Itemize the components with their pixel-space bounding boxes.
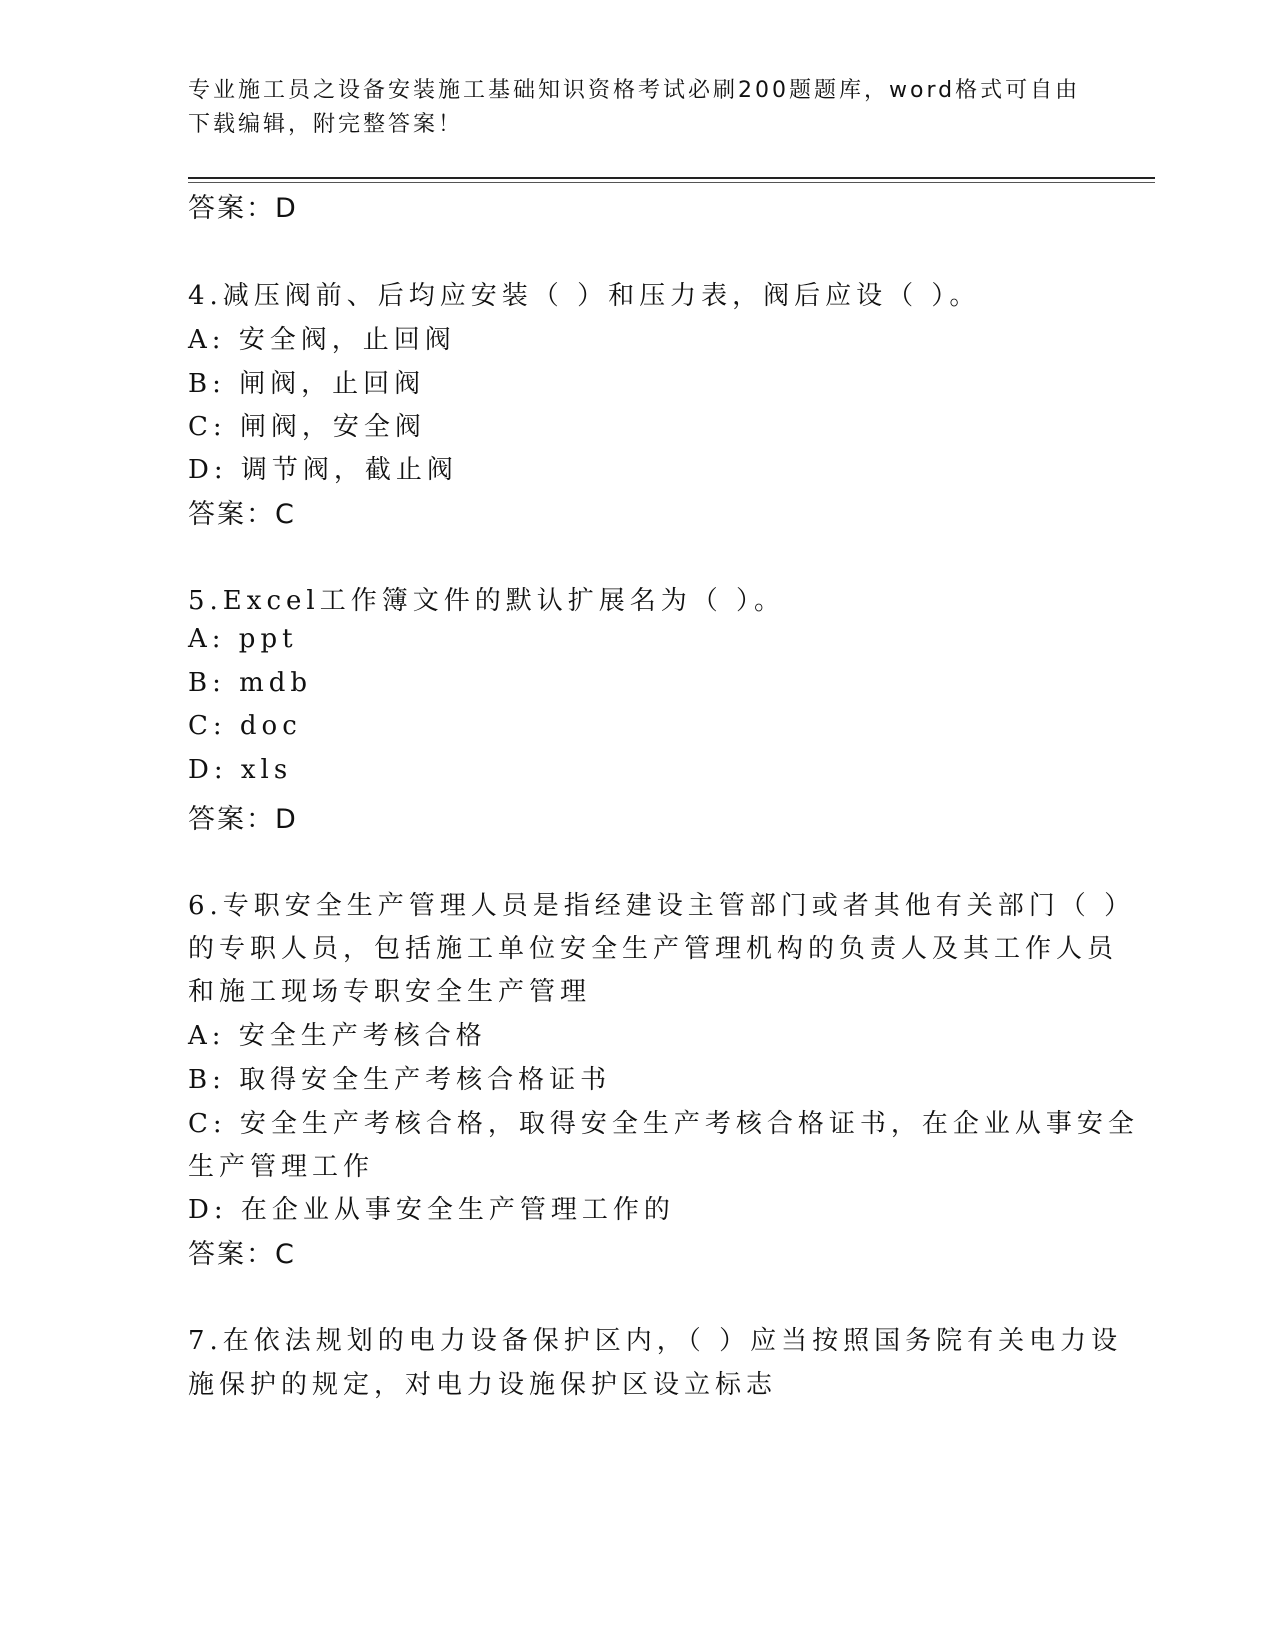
question-5-option-c: C: doc <box>188 711 302 741</box>
question-5-answer: 答案：D <box>188 804 298 835</box>
question-6-stem-line-2: 的专职人员，包括施工单位安全生产管理机构的负责人及其工作人员 <box>188 934 1119 964</box>
header-divider-thin <box>188 182 1155 183</box>
question-6-stem-line-3: 和施工现场专职安全生产管理 <box>188 977 592 1007</box>
question-6-option-c-line-2: 生产管理工作 <box>188 1152 375 1182</box>
question-5-option-a: A: ppt <box>188 624 298 654</box>
question-4-stem: 4.减压阀前、后均应安装（ ）和压力表，阀后应设（ ）。 <box>188 281 981 311</box>
header-line-2: 下载编辑，附完整答案！ <box>188 112 464 137</box>
question-5-option-d: D: xls <box>188 755 293 785</box>
question-4-answer: 答案：C <box>188 499 296 530</box>
question-4-option-a: A: 安全阀，止回阀 <box>188 325 456 355</box>
question-4-option-b: B: 闸阀，止回阀 <box>188 369 426 399</box>
question-6-option-c-line-1: C: 安全生产考核合格，取得安全生产考核合格证书，在企业从事安全 <box>188 1109 1139 1139</box>
question-4-option-d: D: 调节阀，截止阀 <box>188 455 458 485</box>
question-5-option-b: B: mdb <box>188 668 313 698</box>
question-5-stem: 5.Excel工作簿文件的默认扩展名为（ ）。 <box>188 586 785 616</box>
document-header <box>188 74 1088 142</box>
question-6-option-d: D: 在企业从事安全生产管理工作的 <box>188 1195 675 1225</box>
answer-previous: 答案：D <box>188 193 298 224</box>
question-6-option-b: B: 取得安全生产考核合格证书 <box>188 1065 612 1095</box>
header-divider <box>188 177 1155 179</box>
question-6-stem-line-1: 6.专职安全生产管理人员是指经建设主管部门或者其他有关部门（ ） <box>188 891 1136 921</box>
question-6-option-a: A: 安全生产考核合格 <box>188 1021 487 1051</box>
question-6-answer: 答案：C <box>188 1239 296 1270</box>
question-4-option-c: C: 闸阀，安全阀 <box>188 412 426 442</box>
question-7-stem-line-2: 施保护的规定，对电力设施保护区设立标志 <box>188 1370 778 1400</box>
header-line-1: 专业施工员之设备安装施工基础知识资格考试必刷200题题库，word格式可自由 <box>188 78 1081 103</box>
question-7-stem-line-1: 7.在依法规划的电力设备保护区内，（ ）应当按照国务院有关电力设 <box>188 1326 1123 1356</box>
